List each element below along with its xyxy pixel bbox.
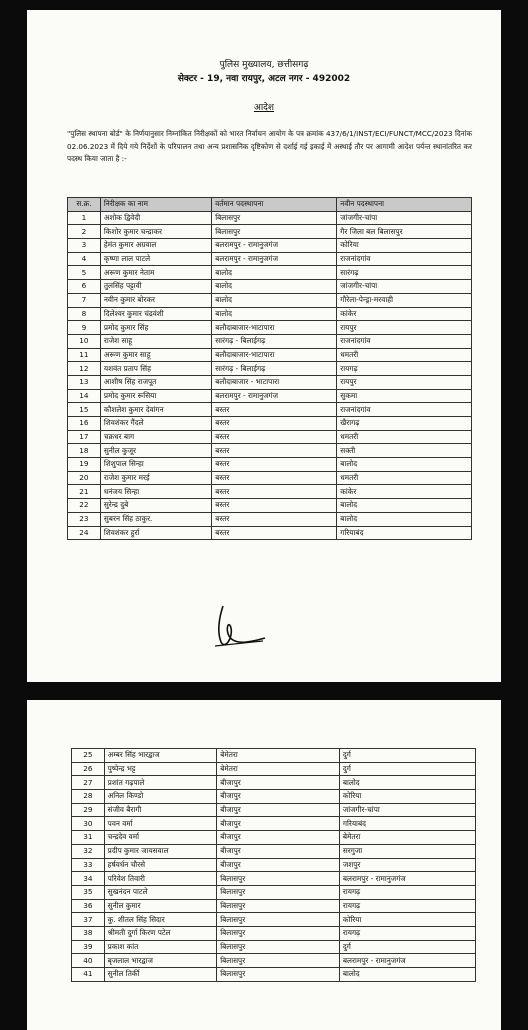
new-posting-cell: धमतरी <box>337 348 472 362</box>
current-posting-cell: बलरामपुर - रामानुजगंज <box>212 389 337 403</box>
new-posting-cell: गैर जिला बल बिलासपुर <box>337 225 472 239</box>
inspector-name-cell: दिलेश्वर कुमार चंद्रवंशी <box>100 307 211 321</box>
serial-number-cell: 40 <box>72 954 105 968</box>
current-posting-cell: बीजापुर <box>217 790 340 804</box>
inspector-name-cell: नवीन कुमार बोरकर <box>100 293 211 307</box>
table-row <box>68 471 472 485</box>
new-posting-cell: रायगढ़ <box>339 926 475 940</box>
table-row <box>68 266 472 280</box>
table-row <box>68 225 472 239</box>
inspector-name-cell: बृजलाल भारद्वाज <box>104 954 217 968</box>
table-row <box>72 940 476 954</box>
serial-number-cell: 17 <box>68 430 101 444</box>
inspector-name-cell: किशोर कुमार चन्द्राकर <box>100 225 211 239</box>
serial-number-cell: 26 <box>72 762 105 776</box>
serial-number-cell: 5 <box>68 266 101 280</box>
table-row <box>72 776 476 790</box>
inspector-name-cell: तुलसिंह पट्टावी <box>100 280 211 294</box>
current-posting-cell: बस्तर <box>212 471 337 485</box>
current-posting-cell: बिलासपुर <box>212 225 337 239</box>
table-row <box>72 926 476 940</box>
inspector-name-cell: सुरेन्द्र दुबे <box>100 499 211 513</box>
new-posting-cell: बालोद <box>337 499 472 513</box>
table-row <box>72 913 476 927</box>
new-posting-cell: सारंगढ़ <box>337 266 472 280</box>
col-header-name: निरीक्षक का नाम <box>100 198 211 212</box>
new-posting-cell: राजनांदगांव <box>337 252 472 266</box>
current-posting-cell: बालोद <box>212 280 337 294</box>
inspector-name-cell: हर्षवर्धन चौरसे <box>104 858 217 872</box>
new-posting-cell: बलरामपुर - रामानुजगंज <box>339 954 475 968</box>
new-posting-cell: खैरागढ़ <box>337 417 472 431</box>
inspector-name-cell: आशीष सिंह राजपूत <box>100 375 211 389</box>
current-posting-cell: बिलासपुर <box>217 885 340 899</box>
serial-number-cell: 6 <box>68 280 101 294</box>
new-posting-cell: रायपुर <box>337 321 472 335</box>
col-header-new-posting: नवीन पदस्थापना <box>337 198 472 212</box>
table-row <box>72 899 476 913</box>
new-posting-cell: बेमेतरा <box>339 831 475 845</box>
serial-number-cell: 7 <box>68 293 101 307</box>
col-header-current-posting: वर्तमान पदस्थापना <box>212 198 337 212</box>
table-row <box>68 485 472 499</box>
serial-number-cell: 27 <box>72 776 105 790</box>
serial-number-cell: 21 <box>68 485 101 499</box>
office-name: पुलिस मुख्यालय, छत्तीसगढ़ <box>219 60 309 70</box>
inspector-name-cell: प्रमोद कुमार सिंह <box>100 321 211 335</box>
inspector-name-cell: शिशुपाल सिन्हा <box>100 458 211 472</box>
table-row <box>68 512 472 526</box>
current-posting-cell: बालोद <box>212 266 337 280</box>
inspector-name-cell: शिवशंकर हुर्रा <box>100 526 211 540</box>
new-posting-cell: रायपुर <box>337 375 472 389</box>
current-posting-cell: बीजापुर <box>217 844 340 858</box>
table-row <box>68 375 472 389</box>
new-posting-cell: रायगढ़ <box>339 899 475 913</box>
current-posting-cell: बेमेतरा <box>217 762 340 776</box>
serial-number-cell: 32 <box>72 844 105 858</box>
inspector-name-cell: अनिल किण्डो <box>104 790 217 804</box>
table-row <box>68 458 472 472</box>
inspector-name-cell: कौशलेश कुमार देवांगन <box>100 403 211 417</box>
new-posting-cell: दुर्ग <box>339 940 475 954</box>
serial-number-cell: 11 <box>68 348 101 362</box>
inspector-name-cell: प्रशांत गढ़पाले <box>104 776 217 790</box>
inspector-name-cell: सुनील कुजूर <box>100 444 211 458</box>
serial-number-cell: 9 <box>68 321 101 335</box>
table-row <box>68 239 472 253</box>
serial-number-cell: 3 <box>68 239 101 253</box>
inspector-name-cell: अशोक द्विवेदी <box>100 211 211 225</box>
document-page-2 <box>27 700 501 1030</box>
document-page-1 <box>27 10 501 682</box>
current-posting-cell: बिलासपुर <box>217 926 340 940</box>
table-row <box>72 762 476 776</box>
inspector-name-cell: पवन वर्मा <box>104 817 217 831</box>
new-posting-cell: दुर्ग <box>339 762 475 776</box>
new-posting-cell: सक्ती <box>337 444 472 458</box>
order-title: आदेश <box>253 103 275 113</box>
current-posting-cell: बलरामपुर - रामानुजगंज <box>212 239 337 253</box>
new-posting-cell: बलरामपुर - रामानुजगंज <box>339 872 475 886</box>
serial-number-cell: 24 <box>68 526 101 540</box>
inspector-name-cell: अरूण कुमार साहू <box>100 348 211 362</box>
serial-number-cell: 22 <box>68 499 101 513</box>
new-posting-cell: राजनांदगांव <box>337 334 472 348</box>
current-posting-cell: बीजापुर <box>217 803 340 817</box>
serial-number-cell: 30 <box>72 817 105 831</box>
transfer-table-page-1 <box>67 197 472 540</box>
inspector-name-cell: प्रदीप कुमार जायसवाल <box>104 844 217 858</box>
inspector-name-cell: अरूण कुमार नेताम <box>100 266 211 280</box>
new-posting-cell: जांजगीर-चांपा <box>337 211 472 225</box>
new-posting-cell: गौरेला-पेन्ड्रा-मरवाही <box>337 293 472 307</box>
inspector-name-cell: प्रमोद कुमार रूसिया <box>100 389 211 403</box>
serial-number-cell: 36 <box>72 899 105 913</box>
serial-number-cell: 20 <box>68 471 101 485</box>
current-posting-cell: बस्तर <box>212 499 337 513</box>
current-posting-cell: बिलासपुर <box>217 872 340 886</box>
serial-number-cell: 18 <box>68 444 101 458</box>
new-posting-cell: गरियाबंद <box>339 817 475 831</box>
inspector-name-cell: हेमंत कुमार अग्रवाल <box>100 239 211 253</box>
current-posting-cell: बिलासपुर <box>217 940 340 954</box>
inspector-name-cell: श्रीमती दुर्गा किरण पटेल <box>104 926 217 940</box>
inspector-name-cell: सुखनंदन पाटले <box>104 885 217 899</box>
current-posting-cell: सारंगढ़ - बिलाईगढ़ <box>212 334 337 348</box>
serial-number-cell: 2 <box>68 225 101 239</box>
current-posting-cell: बस्तर <box>212 512 337 526</box>
current-posting-cell: बालोद <box>212 293 337 307</box>
new-posting-cell: धमतरी <box>337 430 472 444</box>
table-row <box>68 348 472 362</box>
order-body: "पुलिस स्थापना बोर्ड" के निर्णयानुसार निम्नांकित निरीक्षकों को भारत निर्वाचन आयोग के पत्र क्रमांक 437/6/1/INST/ECI/FUNCT/MCC/2023 दिनांक 02.06.2023 में दिये गये निर्देशों के परिपालन तथा अन्य प्रशासनिक दृष्टिकोण से दर्शाई गई इकाई में अस्थाई तौर पर आगामी आदेश पर्यन्त स्थानांतरित कर पदस्थ किया जाता है :- <box>67 129 472 164</box>
serial-number-cell: 19 <box>68 458 101 472</box>
inspector-name-cell: अम्बर सिंह भारद्वाज <box>104 749 217 763</box>
current-posting-cell: बस्तर <box>212 417 337 431</box>
inspector-name-cell: सुनील कुमार <box>104 899 217 913</box>
new-posting-cell: बालोद <box>339 968 475 982</box>
serial-number-cell: 4 <box>68 252 101 266</box>
current-posting-cell: बलौदाबाजार - भाटापारा <box>212 375 337 389</box>
table-row <box>68 499 472 513</box>
current-posting-cell: बलौदाबाजार-भाटापारा <box>212 348 337 362</box>
new-posting-cell: कोरिया <box>337 239 472 253</box>
transfer-table-page-2 <box>71 748 476 982</box>
table-row <box>68 211 472 225</box>
table-row <box>68 280 472 294</box>
inspector-name-cell: चन्द्रदेव वर्मा <box>104 831 217 845</box>
new-posting-cell: राजनांदगांव <box>337 403 472 417</box>
table-row <box>68 334 472 348</box>
table-row <box>68 417 472 431</box>
new-posting-cell: सरगुजा <box>339 844 475 858</box>
serial-number-cell: 38 <box>72 926 105 940</box>
table-row <box>72 844 476 858</box>
signature <box>205 598 285 658</box>
table-row <box>68 293 472 307</box>
current-posting-cell: बिलासपुर <box>217 913 340 927</box>
serial-number-cell: 12 <box>68 362 101 376</box>
table-row <box>72 872 476 886</box>
new-posting-cell: कांकेर <box>337 307 472 321</box>
table-row <box>68 403 472 417</box>
serial-number-cell: 39 <box>72 940 105 954</box>
table-row <box>72 858 476 872</box>
serial-number-cell: 23 <box>68 512 101 526</box>
table-row <box>72 803 476 817</box>
table-row <box>72 968 476 982</box>
inspector-name-cell: राजेश साहू <box>100 334 211 348</box>
serial-number-cell: 37 <box>72 913 105 927</box>
serial-number-cell: 28 <box>72 790 105 804</box>
current-posting-cell: बस्तर <box>212 444 337 458</box>
current-posting-cell: सारंगढ़ - बिलाईगढ़ <box>212 362 337 376</box>
current-posting-cell: बीजापुर <box>217 858 340 872</box>
col-header-serial: स.क्र. <box>68 198 101 212</box>
new-posting-cell: कांकेर <box>337 485 472 499</box>
table-row <box>68 252 472 266</box>
current-posting-cell: बालोद <box>212 307 337 321</box>
current-posting-cell: बलरामपुर - रामानुजगंज <box>212 252 337 266</box>
inspector-name-cell: शिवशंकर गैंदले <box>100 417 211 431</box>
office-address: सेक्टर - 19, नवा रायपुर, अटल नगर - 492002 <box>177 74 351 84</box>
new-posting-cell: कोरिया <box>339 790 475 804</box>
current-posting-cell: बलौदाबाजार-भाटापारा <box>212 321 337 335</box>
new-posting-cell: जांजगीर-चांपा <box>337 280 472 294</box>
table-row <box>72 954 476 968</box>
serial-number-cell: 10 <box>68 334 101 348</box>
inspector-name-cell: धनंजय सिन्हा <box>100 485 211 499</box>
current-posting-cell: बेमेतरा <box>217 749 340 763</box>
current-posting-cell: बस्तर <box>212 526 337 540</box>
new-posting-cell: गरियाबंद <box>337 526 472 540</box>
new-posting-cell: धमतरी <box>337 471 472 485</box>
table-row <box>68 430 472 444</box>
serial-number-cell: 1 <box>68 211 101 225</box>
table-row <box>72 885 476 899</box>
inspector-name-cell: पुष्पेन्द्र भट्ट <box>104 762 217 776</box>
new-posting-cell: जांजगीर-चांपा <box>339 803 475 817</box>
table-row <box>72 817 476 831</box>
current-posting-cell: बिलासपुर <box>212 211 337 225</box>
serial-number-cell: 16 <box>68 417 101 431</box>
serial-number-cell: 8 <box>68 307 101 321</box>
new-posting-cell: बालोद <box>337 512 472 526</box>
new-posting-cell: रायगढ़ <box>339 885 475 899</box>
table-row <box>68 321 472 335</box>
inspector-name-cell: सुबरन सिंह ठाकुर. <box>100 512 211 526</box>
table-row <box>68 307 472 321</box>
inspector-name-cell: कृष्णा लाल पाटले <box>100 252 211 266</box>
serial-number-cell: 14 <box>68 389 101 403</box>
inspector-name-cell: चक्रधर बाग <box>100 430 211 444</box>
new-posting-cell: दुर्ग <box>339 749 475 763</box>
new-posting-cell: सुकमा <box>337 389 472 403</box>
current-posting-cell: बीजापुर <box>217 831 340 845</box>
table-row <box>72 831 476 845</box>
serial-number-cell: 13 <box>68 375 101 389</box>
current-posting-cell: बस्तर <box>212 403 337 417</box>
current-posting-cell: बिलासपुर <box>217 899 340 913</box>
inspector-name-cell: कु. शीतल सिंह सिदार <box>104 913 217 927</box>
current-posting-cell: बीजापुर <box>217 817 340 831</box>
current-posting-cell: बस्तर <box>212 458 337 472</box>
table-row <box>68 444 472 458</box>
inspector-name-cell: प्रकाश कांत <box>104 940 217 954</box>
inspector-name-cell: संजीव बैरागी <box>104 803 217 817</box>
table-row <box>72 749 476 763</box>
table-row <box>68 389 472 403</box>
serial-number-cell: 33 <box>72 858 105 872</box>
table-header-row <box>68 198 472 212</box>
current-posting-cell: बिलासपुर <box>217 968 340 982</box>
serial-number-cell: 34 <box>72 872 105 886</box>
table-row <box>68 526 472 540</box>
inspector-name-cell: यशवंत प्रताप सिंह <box>100 362 211 376</box>
new-posting-cell: बालोद <box>339 776 475 790</box>
serial-number-cell: 25 <box>72 749 105 763</box>
table-row <box>68 362 472 376</box>
serial-number-cell: 41 <box>72 968 105 982</box>
new-posting-cell: जशपुर <box>339 858 475 872</box>
current-posting-cell: बस्तर <box>212 430 337 444</box>
new-posting-cell: कोरिया <box>339 913 475 927</box>
new-posting-cell: बालोद <box>337 458 472 472</box>
inspector-name-cell: परिवेश तिवारी <box>104 872 217 886</box>
serial-number-cell: 29 <box>72 803 105 817</box>
current-posting-cell: बीजापुर <box>217 776 340 790</box>
inspector-name-cell: सुनील तिर्की <box>104 968 217 982</box>
new-posting-cell: रायगढ़ <box>337 362 472 376</box>
inspector-name-cell: राजेश कुमार मरई <box>100 471 211 485</box>
serial-number-cell: 15 <box>68 403 101 417</box>
current-posting-cell: बस्तर <box>212 485 337 499</box>
table-row <box>72 790 476 804</box>
serial-number-cell: 35 <box>72 885 105 899</box>
current-posting-cell: बिलासपुर <box>217 954 340 968</box>
serial-number-cell: 31 <box>72 831 105 845</box>
